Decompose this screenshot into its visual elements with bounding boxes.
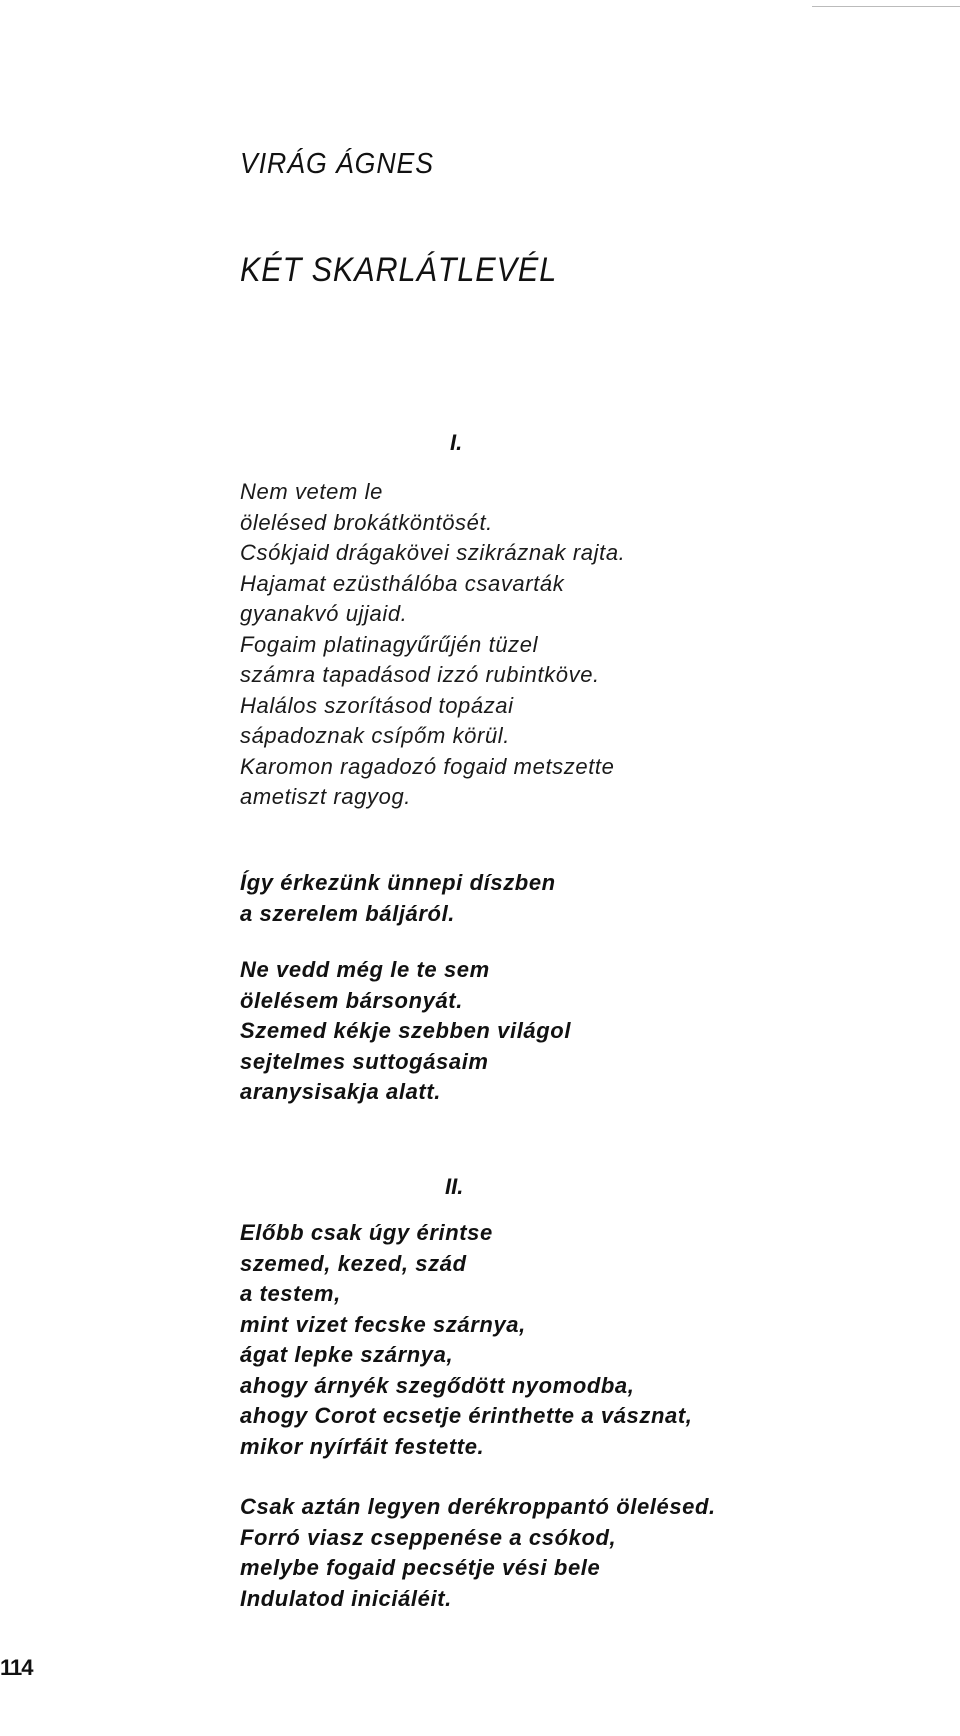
verse-line: szemed, kezed, szád xyxy=(240,1250,467,1276)
stanza-1 xyxy=(240,477,625,813)
author-name: VIRÁG ÁGNES xyxy=(240,148,434,180)
verse-line: Nem vetem le xyxy=(240,479,383,504)
verse-line: ölelésem bársonyát. xyxy=(240,987,463,1013)
verse-line: sápadoznak csípőm körül. xyxy=(240,723,510,748)
stanza-4 xyxy=(240,1218,693,1462)
page-number: 114 xyxy=(0,1655,33,1680)
verse-line: Karomon ragadozó fogaid metszette xyxy=(240,753,615,779)
verse-line: ahogy árnyék szegődött nyomodba, xyxy=(240,1372,635,1398)
verse-line: Forró viasz cseppenése a csókod, xyxy=(240,1524,617,1550)
section-number-2: II. xyxy=(445,1174,464,1199)
verse-line: melybe fogaid pecsétje vési bele xyxy=(240,1555,601,1580)
verse-line: Ne vedd még le te sem xyxy=(240,957,490,982)
verse-line: ametiszt ragyog. xyxy=(240,784,412,809)
verse-line: Csak aztán legyen derékroppantó ölelésed. xyxy=(240,1494,716,1519)
verse-line: ölelésed brokátköntösét. xyxy=(240,509,493,535)
verse-line: Előbb csak úgy érintse xyxy=(240,1220,493,1245)
verse-line: Halálos szorításod topázai xyxy=(240,692,514,718)
verse-line: Fogaim platinagyűrűjén tüzel xyxy=(240,631,539,657)
verse-line: sejtelmes suttogásaim xyxy=(240,1048,489,1074)
verse-line: mikor nyírfáit festette. xyxy=(240,1433,485,1459)
verse-line: ágat lepke szárnya, xyxy=(240,1342,454,1367)
stanza-2 xyxy=(240,868,556,929)
verse-line: a testem, xyxy=(240,1281,341,1306)
section-number-1: I. xyxy=(450,430,463,455)
verse-line: a szerelem báljáról. xyxy=(240,900,455,926)
verse-line: aranysisakja alatt. xyxy=(240,1079,441,1104)
verse-line: Hajamat ezüsthálóba csavarták xyxy=(240,570,565,596)
verse-line: gyanakvó ujjaid. xyxy=(240,601,408,626)
verse-line: mint vizet fecske szárnya, xyxy=(240,1311,526,1337)
top-rule xyxy=(812,6,960,7)
stanza-3 xyxy=(240,955,571,1108)
verse-line: Csókjaid drágakövei szikráznak rajta. xyxy=(240,540,626,565)
stanza-5 xyxy=(240,1492,716,1614)
verse-line: számra tapadásod izzó rubintköve. xyxy=(240,662,600,687)
verse-line: Így érkezünk ünnepi díszben xyxy=(240,870,556,895)
verse-line: ahogy Corot ecsetje érinthette a vásznat, xyxy=(240,1403,693,1428)
verse-line: Szemed kékje szebben világol xyxy=(240,1018,572,1043)
verse-line: Indulatod iniciáléit. xyxy=(240,1585,452,1611)
poem-title: KÉT SKARLÁTLEVÉL xyxy=(240,251,558,289)
